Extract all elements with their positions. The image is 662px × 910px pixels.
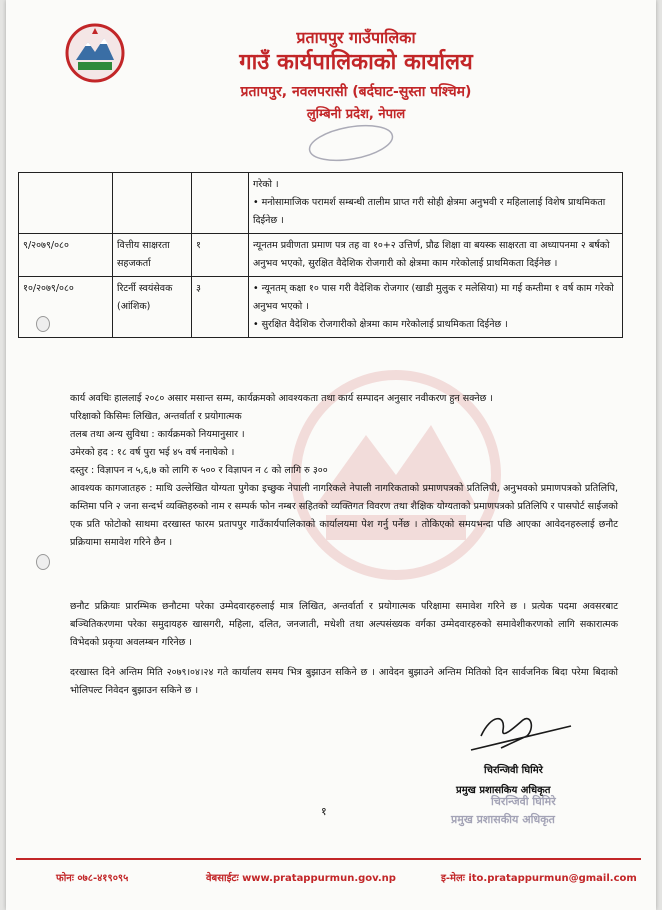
handwritten-signature	[461, 706, 581, 752]
post-count-cell: ३	[192, 277, 249, 338]
requirement-text: • मनोसामाजिक परामर्श सम्बन्धी तालीम प्राप्त गरी सोही क्षेत्रमा अनुभवी र महिलालाई विशेष प्राथमिकता दिईनेछ ।	[253, 197, 606, 226]
signatory-name: चिरन्जिवी घिमिरे	[484, 765, 543, 776]
page-number: १	[321, 805, 327, 818]
signatory-stamp	[451, 794, 601, 834]
office-title: गाउँ कार्यपालिकाको कार्यालय	[239, 50, 473, 75]
signatory-title: प्रमुख प्रशासकिय अधिकृत	[456, 785, 551, 796]
post-name-cell: रिटर्नी स्वयंसेवक (आंशिक)	[113, 277, 192, 338]
stamp-title: प्रमुख प्रशासकीय अधिकृत	[451, 813, 555, 826]
requirements-cell	[249, 173, 623, 234]
office-address: प्रतापपुर, नवलपरासी (बर्दघाट-सुस्ता पश्चिम)	[240, 84, 472, 100]
requirement-text: • न्यूनतम् कक्षा १० पास गरी वैदेशिक रोजगार (खाडी मुलुक र मलेसिया) मा गई कम्तीमा १ वर्ष काम गरेको अनुभव भएको ।	[253, 283, 614, 312]
post-code-cell	[19, 173, 113, 234]
table-row	[19, 173, 623, 234]
vacancy-table	[18, 172, 623, 338]
table-row	[19, 234, 623, 277]
requirement-text: न्यूनतम प्रवीणता प्रमाण पत्र तह वा १०+२ उत्तिर्ण, प्रौढ शिक्षा वा बयस्क साक्षरता वा अध्यापनमा २ बर्षको अनुभव भएको, सुरक्षित वैदेशिक रोजगारी को क्षेत्रमा काम गरेकोलाई प्राथमिकता दिईनेछ ।	[253, 240, 610, 269]
post-name-cell	[113, 173, 192, 234]
stamp-name: चिरन्जिवी घिमिरे	[491, 795, 556, 808]
selection-process: छनौट प्रक्रियाः प्रारम्भिक छनौटमा परेका उम्मेदवारहरुलाई मात्र लिखित, अन्तर्वार्ता र प्रयोगात्मक परिक्षामा समावेश गरिने छ । प्रत्येक पदमा अवसरबाट बञ्चितिकरणमा परेका समुदायहरु खासगरी, महिला, दलित, जनजाती, मधेशी तथा अल्पसंख्यक वर्गका उम्मेदवारहरुको समावेशीकरणको लागि सकारात्मक विभेदको प्रकृया अवलम्बन गरिनेछ ।	[70, 601, 618, 648]
requirements-cell	[249, 277, 623, 338]
required-documents: आवश्यक कागजातहरु : माथि उल्लेखित योग्यता पुगेका इच्छुक नेपाली नागरिकले नेपाली नागरिकताको प्रमाणपत्रको प्रतिलिपी, अनुभवको प्रमाणपत्रको प्रतिलिपि, कम्तिमा पनि २ जना सन्दर्भ व्यक्तिहरुको नाम र सम्पर्क फोन नम्बर सहितको व्यक्तिगत विवरण तथा शैक्षिक योग्यताको प्रमाणपत्रको प्रतिलिपि र पासपोर्ट साईजको एक प्रति फोटोको साथमा दरखास्त फारम प्रतापपुर गाउँकार्यपालिकाको कार्यालयमा पेश गर्नु पर्नेछ । तोकिएको समयभन्दा पछि आएका आवेदनहरुलाई छनौट प्रक्रियामा समावेश गरिने छैन ।	[70, 483, 618, 548]
age-limit: उमेरको हद : १८ वर्ष पुरा भई ४५ वर्ष ननाघेको ।	[70, 447, 235, 458]
footer	[16, 858, 641, 890]
post-name-cell: वित्तीय साक्षरता सहजकर्ता	[113, 234, 192, 277]
exam-type: परिक्षाको किसिमः लिखित, अन्तर्वार्ता र प्रयोगात्मक	[70, 411, 242, 422]
footer-email: इ-मेलः ito.pratappurmun@gmail.com	[441, 873, 637, 884]
post-code-cell: १०/२०७९/०८०	[19, 277, 113, 338]
requirements-cell	[249, 234, 623, 277]
nepal-emblem-logo	[64, 22, 126, 84]
post-count-cell: १	[192, 234, 249, 277]
requirement-text: गरेको ।	[253, 179, 279, 190]
application-fee: दस्तुर : विज्ञापन न ५,६,७ को लागि रु ५०० र विज्ञापन न ८ को लागि रु ३००	[70, 465, 328, 476]
punch-hole	[36, 554, 50, 570]
work-period: कार्य अवधिः हाललाई २०८० असार मसान्त सम्म, कार्यक्रमको आवश्यकता तथा कार्य सम्पादन अनुसार नवीकरण हुन सक्नेछ ।	[70, 393, 493, 404]
document-page	[6, 0, 656, 910]
municipality-name: प्रतापपुर गाउँपालिका	[296, 28, 416, 47]
post-count-cell	[192, 173, 249, 234]
salary-benefits: तलब तथा अन्य सुविधा : कार्यक्रमको नियमानुसार ।	[70, 429, 245, 440]
application-deadline: दरखास्त दिने अन्तिम मिति २०७९।०४।२४ गते कार्यालय समय भित्र बुझाउन सकिने छ । आवेदन बुझाउने अन्तिम मितिको दिन सार्वजनिक बिदा परेमा बिदाको भोलिपल्ट निवेदन बुझाउन सकिने छ ।	[70, 667, 618, 696]
requirement-text: • सुरक्षित वैदेशिक रोजगारीको क्षेत्रमा काम गरेकोलाई प्राथमिकता दिईनेछ ।	[253, 319, 508, 330]
table-row	[19, 277, 623, 338]
footer-website: वेबसाईटः www.pratappurmun.gov.np	[206, 873, 396, 884]
office-seal-stamp	[303, 116, 398, 169]
footer-phone: फोनः ०७८-४१९०९५	[56, 873, 129, 884]
province-country: लुम्बिनी प्रदेश, नेपाल	[306, 107, 406, 122]
notice-details	[70, 390, 618, 552]
post-code-cell: ९/२०७९/०८०	[19, 234, 113, 277]
